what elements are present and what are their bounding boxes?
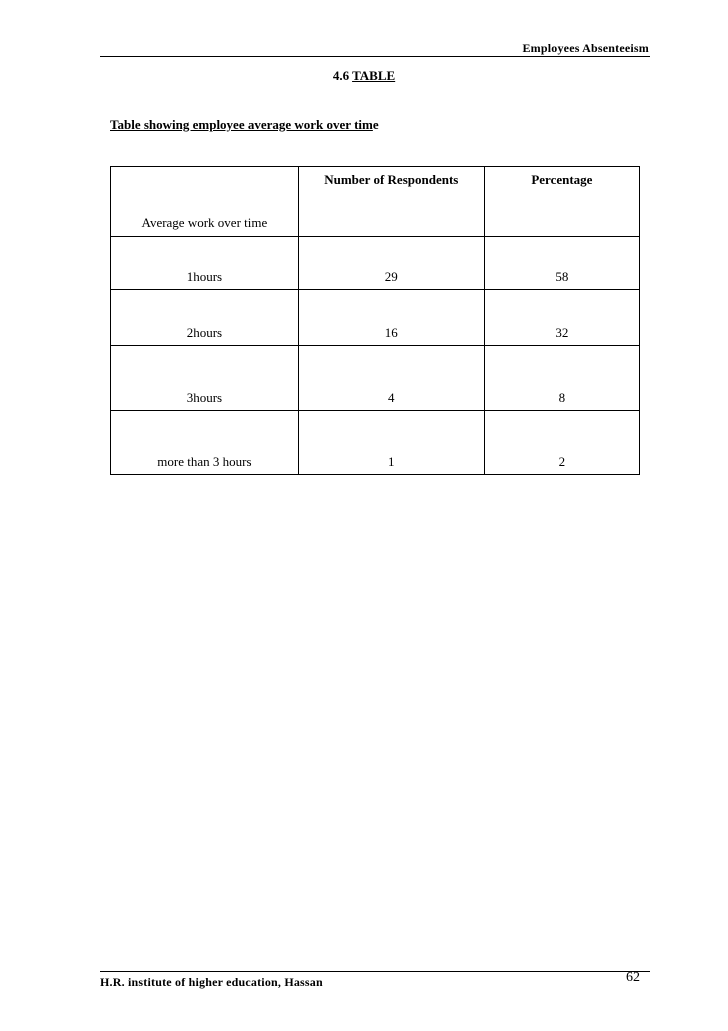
row-label-cell: 1hours: [111, 237, 299, 290]
section-title: [0, 68, 728, 84]
row-label-cell: 2hours: [111, 290, 299, 346]
column-header-respondents: Number of Respondents: [298, 167, 484, 237]
table-row: [111, 290, 640, 346]
table-row: [111, 237, 640, 290]
percentage-cell: 32: [484, 290, 639, 346]
table-header-row: [111, 167, 640, 237]
percentage-cell: 58: [484, 237, 639, 290]
caption-underlined-text: Table showing employee average work over tim: [110, 117, 373, 132]
row-label-cell: more than 3 hours: [111, 411, 299, 475]
section-number: 4.6: [332, 68, 350, 83]
respondents-cell: 29: [298, 237, 484, 290]
column-header-average-work: Average work over time: [111, 167, 299, 237]
percentage-cell: 8: [484, 346, 639, 411]
respondents-cell: 4: [298, 346, 484, 411]
section-label: TABLE: [352, 68, 396, 83]
table-row: [111, 346, 640, 411]
column-header-percentage: Percentage: [484, 167, 639, 237]
data-table: [110, 166, 640, 475]
caption-tail-text: e: [372, 117, 379, 132]
footer-institution: H.R. institute of higher education, Hassan: [100, 975, 323, 989]
header-rule: [100, 56, 650, 57]
respondents-cell: 1: [298, 411, 484, 475]
page-number: 62: [626, 970, 640, 985]
running-header: Employees Absenteeism: [522, 41, 649, 55]
respondents-cell: 16: [298, 290, 484, 346]
table-row: [111, 411, 640, 475]
percentage-cell: 2: [484, 411, 639, 475]
row-label-cell: 3hours: [111, 346, 299, 411]
table-caption: [110, 117, 379, 133]
